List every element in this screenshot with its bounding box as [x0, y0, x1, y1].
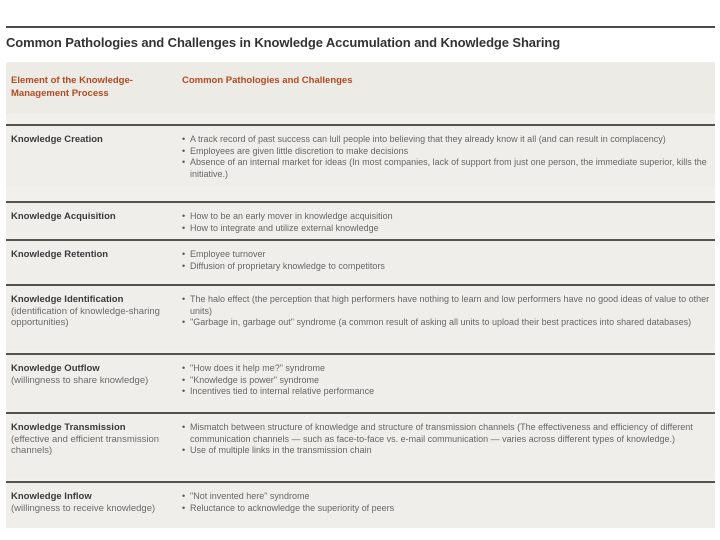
element-cell — [11, 491, 171, 514]
table-row-knowledge-creation — [6, 124, 715, 187]
bullet-item: • Use of multiple links in the transmission chain — [182, 445, 710, 457]
table-row-knowledge-identification — [6, 284, 715, 350]
element-subtitle: (effective and efficient transmission channels) — [11, 433, 160, 456]
header-challenges: Common Pathologies and Challenges — [182, 75, 353, 86]
element-subtitle: (identification of knowledge-sharing opportunities) — [11, 305, 160, 328]
element-cell — [11, 363, 171, 386]
challenges-list — [182, 422, 710, 457]
table-row-knowledge-outflow — [6, 353, 715, 411]
bullet-item: • A track record of past success can lull people into believing that they already know it all (and can result in complacency) — [182, 134, 710, 146]
page-title: Common Pathologies and Challenges in Knowledge Accumulation and Knowledge Sharing — [6, 35, 561, 50]
bullet-item: • Employees are given little discretion to make decisions — [182, 146, 710, 158]
element-cell — [11, 422, 171, 457]
bullet-item: • Diffusion of proprietary knowledge to competitors — [182, 261, 710, 273]
table-row-knowledge-acquisition — [6, 201, 715, 236]
bullet-item: • How to be an early mover in knowledge acquisition — [182, 211, 710, 223]
element-cell — [11, 211, 171, 223]
element-cell — [11, 249, 171, 261]
bullet-item: • "Knowledge is power" syndrome — [182, 375, 710, 387]
challenges-list — [182, 249, 710, 272]
bullet-item: • Reluctance to acknowledge the superiority of peers — [182, 503, 710, 515]
bullet-item: • Employee turnover — [182, 249, 710, 261]
element-name: Knowledge Identification — [11, 294, 124, 305]
challenges-list — [182, 134, 710, 180]
element-name: Knowledge Creation — [11, 134, 103, 145]
element-subtitle: (willingness to share knowledge) — [11, 374, 149, 386]
top-rule — [6, 26, 715, 28]
bullet-item: • Absence of an internal market for ideas (In most companies, lack of support from just one person, the immediate superior, kills the initiative.) — [182, 157, 710, 180]
bullet-item: • The halo effect (the perception that high performers have nothing to learn and low performers have no good ideas of value to other units) — [182, 294, 710, 317]
bullet-item: • "Garbage in, garbage out" syndrome (a common result of asking all units to upload their best practices into shared databases) — [182, 317, 710, 329]
element-name: Knowledge Inflow — [11, 491, 92, 502]
bullet-item: • Incentives tied to internal relative performance — [182, 386, 710, 398]
pathologies-table — [6, 62, 715, 528]
challenges-list — [182, 294, 710, 329]
challenges-list — [182, 491, 710, 514]
bullet-item: • "Not invented here" syndrome — [182, 491, 710, 503]
table-header — [6, 62, 715, 114]
challenges-list — [182, 211, 710, 234]
bullet-item: • Mismatch between structure of knowledge and structure of transmission channels (The effectiveness and efficiency of different communication channels — such as face-to-face vs. e-mail communication — varies across different types of knowledge.) — [182, 422, 710, 445]
bullet-item: • "How does it help me?" syndrome — [182, 363, 710, 375]
element-cell — [11, 294, 171, 329]
element-name: Knowledge Acquisition — [11, 211, 116, 222]
table-row-knowledge-transmission — [6, 412, 715, 478]
table-row-knowledge-inflow — [6, 481, 715, 528]
element-name: Knowledge Retention — [11, 249, 109, 260]
element-cell — [11, 134, 171, 146]
header-element: Element of the Knowledge-Management Process — [11, 75, 133, 99]
element-name: Knowledge Outflow — [11, 363, 100, 374]
challenges-list — [182, 363, 710, 398]
element-subtitle: (willingness to receive knowledge) — [11, 502, 156, 514]
table-row-knowledge-retention — [6, 239, 715, 281]
bullet-item: • How to integrate and utilize external knowledge — [182, 223, 710, 235]
element-name: Knowledge Transmission — [11, 422, 126, 433]
